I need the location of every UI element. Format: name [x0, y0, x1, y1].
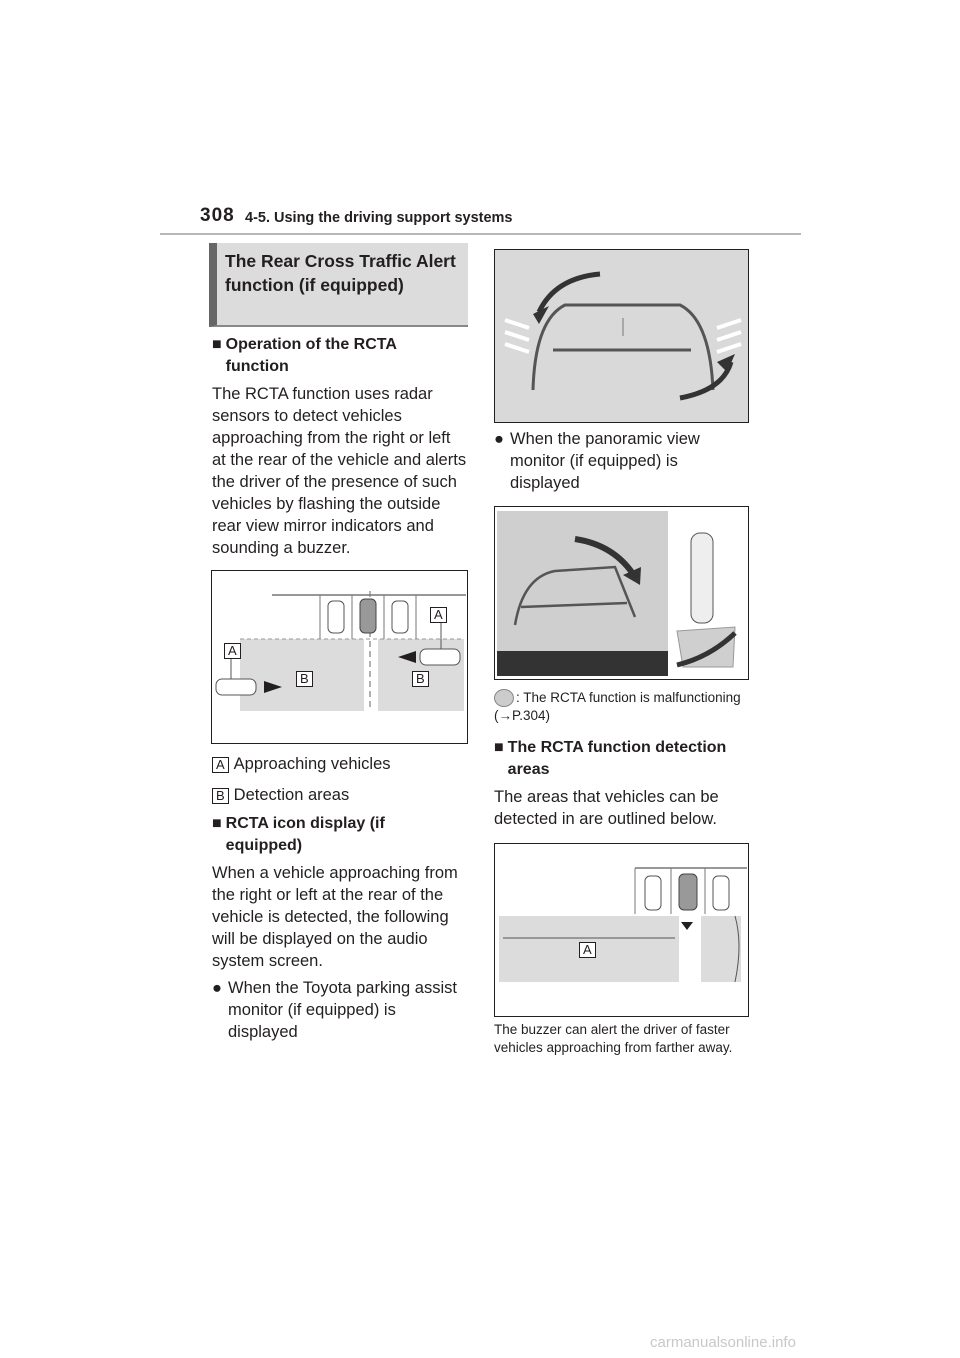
buzzer-note: The buzzer can alert the driver of faster vehicles approaching from farther away. — [494, 1022, 733, 1055]
page-number: 308 — [200, 205, 235, 226]
detection-areas-heading: ■ The RCTA function detection areas — [494, 737, 749, 781]
malfunction-note — [494, 689, 752, 725]
bullet-dot: ● — [212, 979, 222, 997]
legend-b — [212, 784, 349, 806]
malfunction-note-text: : The RCTA function is malfunctioning (→P.304) — [494, 690, 741, 724]
detection-areas-text: The areas that vehicles can be detected in are outlined below. — [494, 788, 719, 828]
box-title-text: The Rear Cross Traffic Alert function (if equipped) — [225, 251, 456, 295]
icon-display-heading: ■ RCTA icon display (if equipped) — [212, 813, 462, 857]
malfunction-icon — [494, 689, 514, 707]
operation-text: The RCTA function uses radar sensors to detect vehicles approaching from the right or left at the rear of the vehicle and alerts the driver of the presence of such vehicles by flashing the outside rear view mirror indicators and sounding a buzzer. — [212, 385, 467, 557]
legend-a-tag: A — [212, 757, 229, 773]
panoramic-screen-figure — [494, 506, 749, 680]
bullet-panoramic — [494, 428, 749, 494]
label-a-area: A — [579, 942, 596, 958]
legend-a-text: Approaching vehicles — [233, 755, 391, 773]
label-a-right: A — [430, 607, 447, 623]
bullet-parking-assist-text: When the Toyota parking assist monitor (if equipped) is displayed — [228, 979, 457, 1041]
section-title: 4-5. Using the driving support systems — [245, 210, 513, 226]
section-box-title — [209, 243, 468, 327]
legend-b-text: Detection areas — [233, 786, 350, 804]
watermark: carmanualsonline.info — [650, 1334, 796, 1351]
header-rule — [160, 233, 801, 235]
bullet-panoramic-text: When the panoramic view monitor (if equipped) is displayed — [510, 430, 700, 492]
operation-heading: ■ Operation of the RCTA function — [212, 334, 462, 378]
bullet-dot: ● — [494, 430, 504, 448]
label-b-left: B — [296, 671, 313, 687]
label-b-right: B — [412, 671, 429, 687]
label-a-left: A — [224, 643, 241, 659]
rcta-diagram — [211, 570, 468, 744]
detection-areas-heading-text: The RCTA function detection areas — [507, 739, 727, 778]
operation-heading-text: Operation of the RCTA function — [225, 336, 397, 375]
detection-areas-diagram — [494, 843, 749, 1017]
icon-display-heading-text: RCTA icon display (if equipped) — [225, 815, 385, 854]
parking-assist-screen-figure — [494, 249, 749, 423]
legend-b-tag: B — [212, 788, 229, 804]
bullet-parking-assist — [212, 977, 468, 1043]
icon-display-text: When a vehicle approaching from the right or left at the rear of the vehicle is detected, the following will be displayed on the audio system screen. — [212, 864, 458, 970]
legend-a — [212, 753, 391, 775]
